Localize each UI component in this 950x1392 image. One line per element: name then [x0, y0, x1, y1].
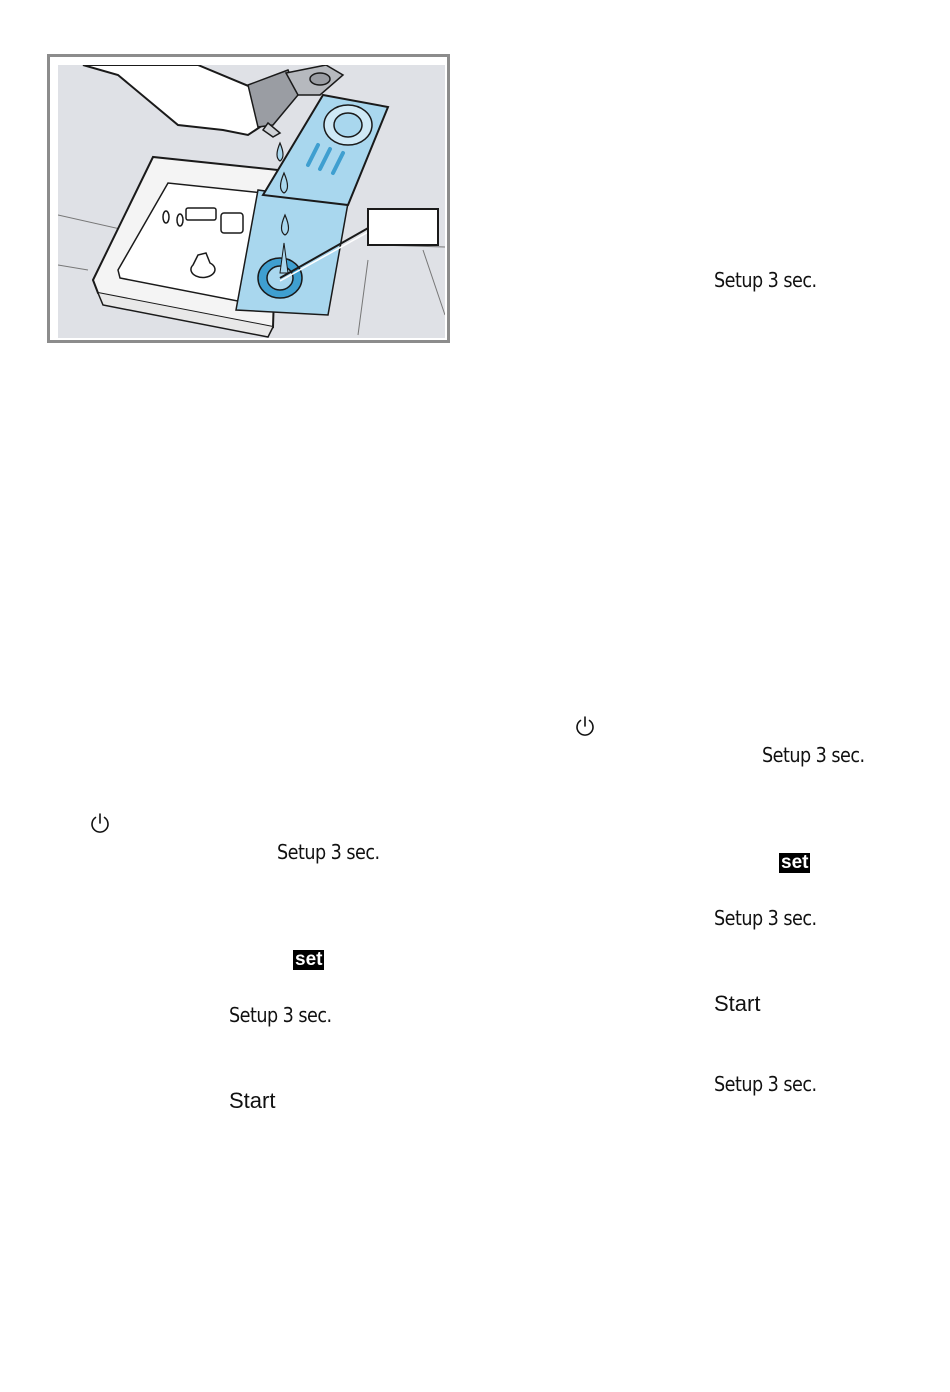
- set-badge: set: [781, 852, 809, 873]
- rinse-aid-illustration: [47, 54, 450, 343]
- setup-3sec-label: Setup 3 sec.: [277, 840, 380, 864]
- set-badge: set: [295, 949, 323, 970]
- setup-3sec-label: Setup 3 sec.: [229, 1003, 332, 1027]
- start-label: Start: [229, 1088, 276, 1113]
- power-icon: [89, 812, 111, 834]
- start-label: Start: [714, 991, 761, 1016]
- setup-3sec-label: Setup 3 sec.: [714, 906, 817, 930]
- power-icon: [574, 715, 596, 737]
- callout-label-box-icon: [368, 209, 438, 245]
- setup-3sec-label: Setup 3 sec.: [714, 268, 817, 292]
- rinse-aid-dispenser-icon: [58, 65, 445, 338]
- setup-3sec-label: Setup 3 sec.: [762, 743, 865, 767]
- setup-3sec-label: Setup 3 sec.: [714, 1072, 817, 1096]
